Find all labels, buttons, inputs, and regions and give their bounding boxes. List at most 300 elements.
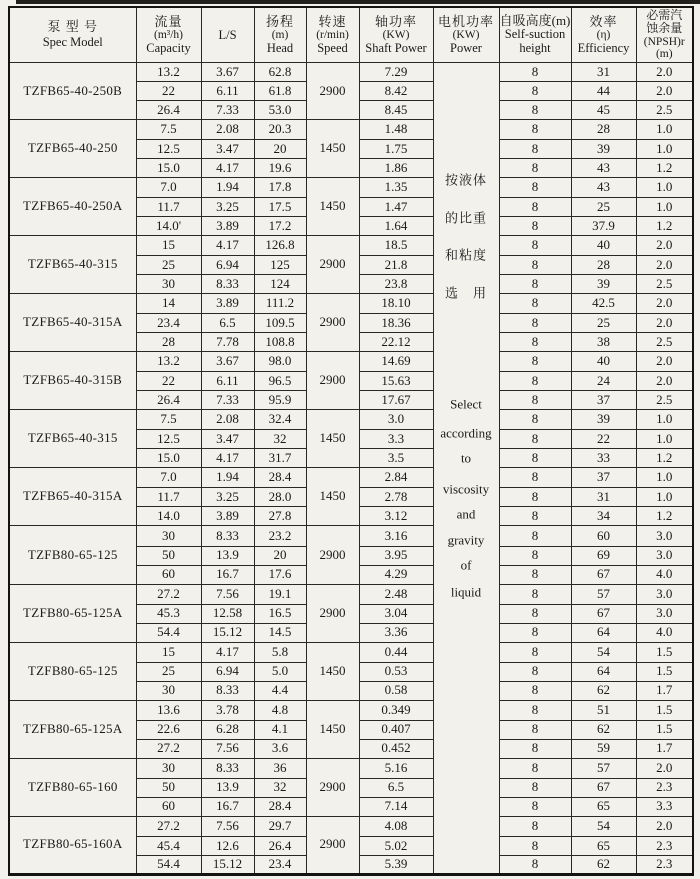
cell-efficiency: 64 [571,662,636,681]
cell-self-suction: 8 [499,314,571,333]
cell-efficiency: 37 [571,391,636,410]
cell-ls: 3.78 [201,700,254,720]
motor-note-line: and [456,506,476,522]
cell-self-suction: 8 [499,468,571,488]
cell-speed: 2900 [306,584,359,642]
cell-npsh: 1.0 [636,488,693,507]
cell-ls: 7.56 [201,739,254,758]
cell-head: 125 [254,256,306,275]
cell-shaft-power: 15.63 [359,372,433,391]
cell-efficiency: 39 [571,275,636,294]
cell-efficiency: 60 [571,526,636,546]
cell-efficiency: 31 [571,488,636,507]
cell-ls: 12.58 [201,604,254,623]
cell-shaft-power: 8.45 [359,101,433,120]
cell-efficiency: 42.5 [571,294,636,314]
cell-shaft-power: 0.452 [359,739,433,758]
cell-npsh: 2.0 [636,294,693,314]
cell-capacity: 22 [136,372,201,391]
cell-self-suction: 8 [499,856,571,875]
cell-ls: 1.94 [201,468,254,488]
cell-efficiency: 67 [571,604,636,623]
cell-self-suction: 8 [499,662,571,681]
cell-efficiency: 62 [571,720,636,739]
motor-note-line: 选 用 [444,285,487,301]
cell-capacity: 7.5 [136,120,201,140]
cell-capacity: 26.4 [136,101,201,120]
cell-capacity: 15.0 [136,159,201,178]
cell-head: 28.4 [254,797,306,816]
cell-efficiency: 22 [571,430,636,449]
cell-efficiency: 44 [571,82,636,101]
cell-model: TZFB80-65-125A [9,584,136,642]
cell-npsh: 2.0 [636,816,693,836]
cell-npsh: 3.0 [636,526,693,546]
cell-npsh: 1.0 [636,430,693,449]
header-ls: L/S [201,7,254,63]
cell-shaft-power: 5.39 [359,856,433,875]
cell-efficiency: 31 [571,63,636,82]
cell-self-suction: 8 [499,82,571,101]
cell-npsh: 2.5 [636,101,693,120]
cell-ls: 8.33 [201,758,254,778]
cell-head: 28.4 [254,468,306,488]
table-row [9,294,693,314]
cell-self-suction: 8 [499,816,571,836]
cell-speed: 2900 [306,758,359,816]
cell-self-suction: 8 [499,507,571,526]
cell-speed: 1450 [306,468,359,526]
cell-shaft-power: 23.8 [359,275,433,294]
cell-self-suction: 8 [499,256,571,275]
cell-ls: 3.25 [201,488,254,507]
cell-shaft-power: 3.16 [359,526,433,546]
cell-head: 17.5 [254,198,306,217]
cell-speed: 2900 [306,352,359,410]
table-row [9,410,693,430]
cell-head: 53.0 [254,101,306,120]
cell-ls: 1.94 [201,178,254,198]
cell-npsh: 1.2 [636,507,693,526]
cell-model: TZFB65-40-315 [9,410,136,468]
cell-efficiency: 45 [571,101,636,120]
header-npsh: 必需汽 蚀余量 (NPSH)r (m) [636,7,693,63]
cell-efficiency: 25 [571,198,636,217]
cell-ls: 6.94 [201,256,254,275]
cell-npsh: 2.0 [636,758,693,778]
cell-capacity: 45.3 [136,604,201,623]
cell-shaft-power: 8.42 [359,82,433,101]
cell-ls: 13.9 [201,546,254,565]
cell-shaft-power: 14.69 [359,352,433,372]
cell-speed: 1450 [306,120,359,178]
cell-self-suction: 8 [499,797,571,816]
cell-head: 17.6 [254,565,306,584]
cell-efficiency: 65 [571,797,636,816]
cell-npsh: 1.7 [636,739,693,758]
cell-shaft-power: 18.5 [359,236,433,256]
cell-efficiency: 38 [571,333,636,352]
cell-npsh: 1.0 [636,198,693,217]
motor-note-line: 和粘度 [444,247,487,263]
cell-self-suction: 8 [499,159,571,178]
cell-self-suction: 8 [499,681,571,700]
cell-npsh: 4.0 [636,623,693,642]
cell-efficiency: 67 [571,565,636,584]
header-speed: 转速 (r/min) Speed [306,7,359,63]
cell-self-suction: 8 [499,430,571,449]
cell-shaft-power: 3.95 [359,546,433,565]
cell-self-suction: 8 [499,584,571,604]
cell-self-suction: 8 [499,275,571,294]
cell-efficiency: 40 [571,236,636,256]
cell-model: TZFB65-40-315A [9,294,136,352]
cell-speed: 2900 [306,294,359,352]
cell-efficiency: 43 [571,178,636,198]
cell-head: 29.7 [254,816,306,836]
cell-ls: 3.89 [201,294,254,314]
cell-head: 4.8 [254,700,306,720]
cell-ls: 7.33 [201,101,254,120]
cell-self-suction: 8 [499,720,571,739]
cell-npsh: 2.3 [636,856,693,875]
cell-motor-power-note [433,63,499,875]
cell-npsh: 3.0 [636,546,693,565]
cell-capacity: 50 [136,778,201,797]
cell-efficiency: 62 [571,856,636,875]
cell-head: 96.5 [254,372,306,391]
cell-efficiency: 54 [571,642,636,662]
cell-ls: 3.47 [201,430,254,449]
table-row [9,526,693,546]
cell-self-suction: 8 [499,623,571,642]
cell-head: 3.6 [254,739,306,758]
cell-npsh: 2.3 [636,837,693,856]
cell-capacity: 25 [136,256,201,275]
cell-shaft-power: 0.349 [359,700,433,720]
motor-note-line: according [440,425,492,441]
cell-npsh: 2.0 [636,256,693,275]
cell-model: TZFB65-40-250B [9,63,136,120]
table-row [9,236,693,256]
cell-shaft-power: 22.12 [359,333,433,352]
cell-head: 28.0 [254,488,306,507]
cell-self-suction: 8 [499,526,571,546]
cell-model: TZFB80-65-160A [9,816,136,874]
cell-capacity: 26.4 [136,391,201,410]
cell-capacity: 54.4 [136,856,201,875]
cell-capacity: 27.2 [136,816,201,836]
cell-capacity: 50 [136,546,201,565]
cell-efficiency: 69 [571,546,636,565]
cell-capacity: 13.6 [136,700,201,720]
cell-self-suction: 8 [499,217,571,236]
cell-model: TZFB80-65-125 [9,642,136,700]
cell-self-suction: 8 [499,837,571,856]
cell-shaft-power: 5.16 [359,758,433,778]
cell-efficiency: 54 [571,816,636,836]
cell-shaft-power: 3.3 [359,430,433,449]
cell-capacity: 27.2 [136,739,201,758]
cell-head: 124 [254,275,306,294]
table-row [9,642,693,662]
cell-ls: 3.89 [201,507,254,526]
cell-head: 95.9 [254,391,306,410]
cell-capacity: 14.0 [136,507,201,526]
cell-speed: 2900 [306,526,359,584]
cell-npsh: 2.5 [636,275,693,294]
cell-ls: 7.56 [201,816,254,836]
cell-ls: 3.89 [201,217,254,236]
motor-power-note [434,63,499,873]
cell-shaft-power: 3.12 [359,507,433,526]
cell-head: 19.6 [254,159,306,178]
cell-efficiency: 34 [571,507,636,526]
cell-npsh: 2.5 [636,391,693,410]
cell-head: 26.4 [254,837,306,856]
cell-self-suction: 8 [499,198,571,217]
cell-shaft-power: 3.5 [359,449,433,468]
cell-npsh: 1.2 [636,217,693,236]
cell-capacity: 7.0 [136,178,201,198]
cell-capacity: 15 [136,236,201,256]
cell-npsh: 1.5 [636,720,693,739]
cell-head: 19.1 [254,584,306,604]
motor-note-line: liquid [450,584,482,600]
cell-self-suction: 8 [499,739,571,758]
cell-npsh: 1.5 [636,700,693,720]
cell-npsh: 1.0 [636,140,693,159]
cell-head: 126.8 [254,236,306,256]
cell-self-suction: 8 [499,120,571,140]
cell-efficiency: 28 [571,256,636,275]
cell-shaft-power: 18.36 [359,314,433,333]
pump-spec-table [8,6,694,876]
cell-ls: 2.08 [201,120,254,140]
cell-capacity: 23.4 [136,314,201,333]
cell-head: 98.0 [254,352,306,372]
cell-efficiency: 37.9 [571,217,636,236]
motor-note-line: Select [450,396,482,412]
cell-self-suction: 8 [499,758,571,778]
cell-head: 20 [254,546,306,565]
cell-self-suction: 8 [499,333,571,352]
cell-shaft-power: 0.44 [359,642,433,662]
cell-model: TZFB65-40-250A [9,178,136,236]
cell-ls: 6.94 [201,662,254,681]
cell-ls: 4.17 [201,159,254,178]
cell-ls: 6.11 [201,82,254,101]
cell-shaft-power: 2.78 [359,488,433,507]
header-motor-power: 电机功率 (KW) Power [433,7,499,63]
cell-efficiency: 40 [571,352,636,372]
table-row [9,468,693,488]
table-body [9,63,693,875]
cell-ls: 6.5 [201,314,254,333]
cell-shaft-power: 2.84 [359,468,433,488]
cell-ls: 4.17 [201,236,254,256]
cell-self-suction: 8 [499,372,571,391]
cell-ls: 8.33 [201,681,254,700]
header-head: 扬程 (m) Head [254,7,306,63]
cell-head: 5.0 [254,662,306,681]
table-row [9,700,693,720]
cell-npsh: 1.2 [636,449,693,468]
cell-ls: 13.9 [201,778,254,797]
cell-capacity: 54.4 [136,623,201,642]
cell-shaft-power: 1.48 [359,120,433,140]
cell-ls: 2.08 [201,410,254,430]
cell-head: 23.2 [254,526,306,546]
cell-efficiency: 57 [571,758,636,778]
cell-head: 111.2 [254,294,306,314]
cell-head: 31.7 [254,449,306,468]
cell-ls: 3.67 [201,63,254,82]
table-row [9,352,693,372]
cell-ls: 16.7 [201,565,254,584]
cell-model: TZFB65-40-315 [9,236,136,294]
table-row [9,178,693,198]
cell-ls: 16.7 [201,797,254,816]
cell-npsh: 3.3 [636,797,693,816]
cell-capacity: 25 [136,662,201,681]
cell-ls: 15.12 [201,856,254,875]
cell-capacity: 22 [136,82,201,101]
header-capacity: 流量 (m³/h) Capacity [136,7,201,63]
cell-ls: 7.78 [201,333,254,352]
cell-shaft-power: 1.35 [359,178,433,198]
cell-shaft-power: 1.47 [359,198,433,217]
cell-self-suction: 8 [499,778,571,797]
cell-self-suction: 8 [499,410,571,430]
cell-model: TZFB65-40-315B [9,352,136,410]
motor-note-line: viscosity [442,481,490,497]
cell-npsh: 1.5 [636,662,693,681]
cell-shaft-power: 4.08 [359,816,433,836]
cell-head: 4.1 [254,720,306,739]
table-row [9,758,693,778]
cell-head: 109.5 [254,314,306,333]
cell-head: 14.5 [254,623,306,642]
cell-self-suction: 8 [499,488,571,507]
cell-shaft-power: 2.48 [359,584,433,604]
cell-npsh: 2.0 [636,372,693,391]
cell-self-suction: 8 [499,449,571,468]
cell-efficiency: 62 [571,681,636,700]
cell-shaft-power: 3.0 [359,410,433,430]
cell-capacity: 22.6 [136,720,201,739]
cell-ls: 3.25 [201,198,254,217]
header-efficiency: 效率 (η) Efficiency [571,7,636,63]
cell-ls: 3.47 [201,140,254,159]
cell-efficiency: 57 [571,584,636,604]
motor-note-line: 按液体 [444,172,487,188]
cell-capacity: 28 [136,333,201,352]
cell-shaft-power: 6.5 [359,778,433,797]
cell-npsh: 1.0 [636,410,693,430]
cell-capacity: 30 [136,275,201,294]
header-model [9,7,136,63]
table-row [9,63,693,82]
cell-capacity: 30 [136,526,201,546]
cell-shaft-power: 7.29 [359,63,433,82]
cell-npsh: 2.0 [636,63,693,82]
cell-shaft-power: 3.36 [359,623,433,642]
cell-npsh: 2.5 [636,333,693,352]
cell-efficiency: 28 [571,120,636,140]
cell-npsh: 3.0 [636,604,693,623]
cell-self-suction: 8 [499,140,571,159]
header-shaft-power: 轴功率 (KW) Shaft Power [359,7,433,63]
cell-speed: 1450 [306,178,359,236]
cell-npsh: 2.0 [636,236,693,256]
cell-head: 17.2 [254,217,306,236]
table-row [9,816,693,836]
cell-shaft-power: 18.10 [359,294,433,314]
cell-capacity: 27.2 [136,584,201,604]
cell-npsh: 1.0 [636,178,693,198]
cell-npsh: 2.0 [636,82,693,101]
cell-ls: 7.56 [201,584,254,604]
cell-capacity: 13.2 [136,352,201,372]
cell-self-suction: 8 [499,700,571,720]
cell-npsh: 1.0 [636,468,693,488]
cell-head: 62.8 [254,63,306,82]
cell-efficiency: 39 [571,140,636,159]
cell-capacity: 60 [136,565,201,584]
table-row [9,120,693,140]
cell-model: TZFB65-40-250 [9,120,136,178]
motor-note-line: 的比重 [444,210,487,226]
cell-npsh: 2.3 [636,778,693,797]
cell-model: TZFB80-65-125 [9,526,136,584]
cell-self-suction: 8 [499,391,571,410]
cell-shaft-power: 0.53 [359,662,433,681]
cell-ls: 8.33 [201,275,254,294]
cell-shaft-power: 17.67 [359,391,433,410]
cell-ls: 15.12 [201,623,254,642]
cell-npsh: 2.0 [636,314,693,333]
cell-efficiency: 65 [571,837,636,856]
cell-head: 5.8 [254,642,306,662]
cell-efficiency: 59 [571,739,636,758]
motor-note-line: gravity [447,532,485,548]
cell-shaft-power: 0.407 [359,720,433,739]
cell-shaft-power: 0.58 [359,681,433,700]
cell-self-suction: 8 [499,546,571,565]
cell-head: 108.8 [254,333,306,352]
cell-head: 16.5 [254,604,306,623]
cell-head: 20.3 [254,120,306,140]
cell-self-suction: 8 [499,101,571,120]
header-self-suction: 自吸高度(m) Self-suction height [499,7,571,63]
cell-ls: 3.67 [201,352,254,372]
cell-efficiency: 51 [571,700,636,720]
cell-self-suction: 8 [499,236,571,256]
header-model-en: Spec Model [42,35,103,50]
cell-shaft-power: 7.14 [359,797,433,816]
cell-capacity: 11.7 [136,198,201,217]
table-header [9,7,693,63]
cell-ls: 7.33 [201,391,254,410]
cell-shaft-power: 3.04 [359,604,433,623]
cell-capacity: 11.7 [136,488,201,507]
cell-efficiency: 39 [571,410,636,430]
cell-self-suction: 8 [499,294,571,314]
cell-capacity: 14.0' [136,217,201,236]
cell-head: 32.4 [254,410,306,430]
cell-npsh: 1.0 [636,120,693,140]
